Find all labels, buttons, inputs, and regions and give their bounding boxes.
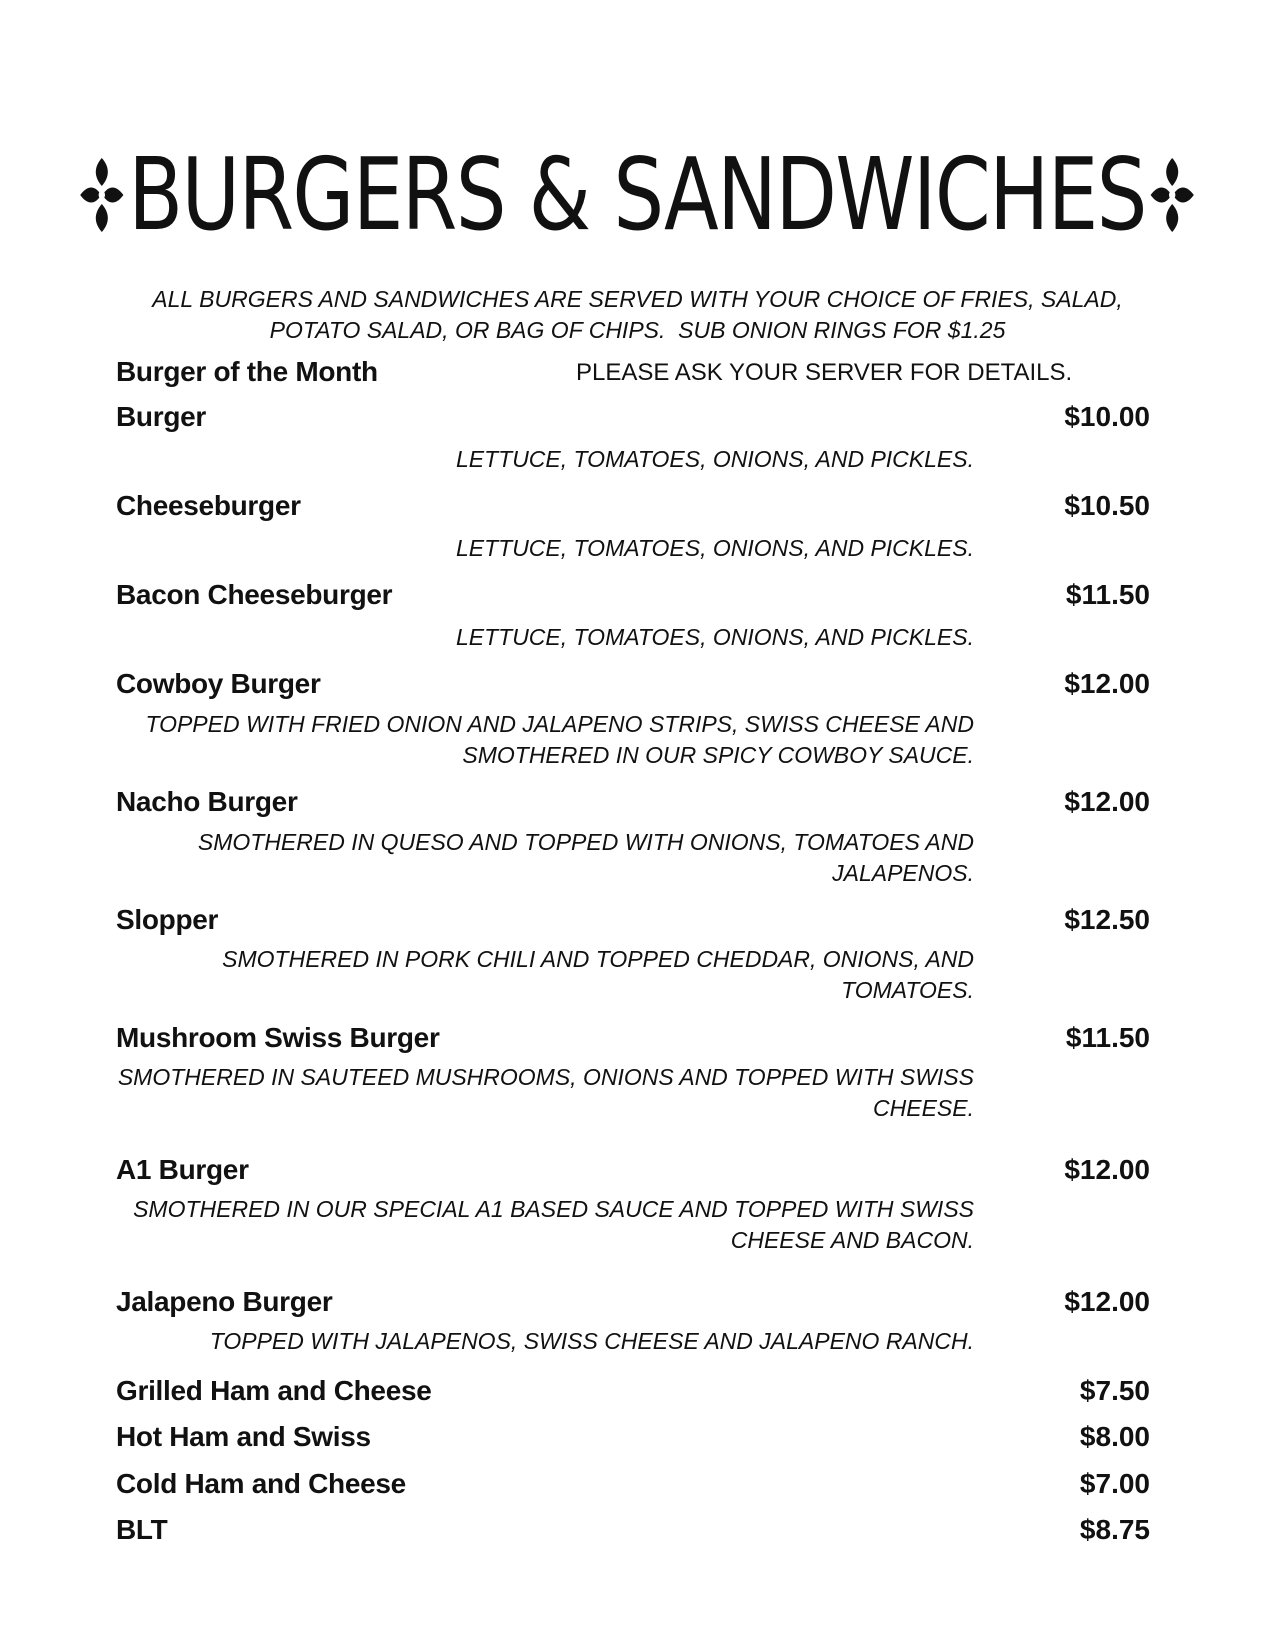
item-name: Mushroom Swiss Burger (116, 1022, 440, 1053)
menu-item (116, 784, 1150, 824)
menu-item (116, 1512, 1150, 1552)
item-price: $10.00 (1064, 401, 1150, 432)
item-price: $12.00 (1064, 1154, 1150, 1185)
page-title: BURGERS & SANDWICHES (128, 136, 1147, 253)
intro-line: ALL BURGERS AND SANDWICHES ARE SERVED WITH YOUR CHOICE OF FRIES, SALAD, (152, 286, 1123, 312)
item-name: Burger (116, 401, 206, 432)
description-line: SMOTHERED IN QUESO AND TOPPED WITH ONIONS, TOMATOES AND (197, 829, 974, 855)
description-line: TOPPED WITH FRIED ONION AND JALAPENO STRIPS, SWISS CHEESE AND (145, 711, 974, 737)
menu-item (116, 1373, 1150, 1413)
description-line: TOMATOES. (841, 977, 974, 1003)
item-price: $10.50 (1064, 490, 1150, 521)
item-name: Jalapeno Burger (116, 1286, 333, 1317)
item-description (222, 944, 974, 1006)
item-price: $8.75 (1079, 1514, 1150, 1545)
item-name: BLT (116, 1514, 168, 1545)
menu-item (116, 1419, 1150, 1459)
item-name: Nacho Burger (116, 786, 298, 817)
menu-item (116, 399, 1150, 439)
four-petal-ornament-icon (1148, 154, 1198, 236)
item-description (118, 1062, 974, 1124)
item-price: $7.00 (1079, 1468, 1150, 1499)
description-line: SMOTHERED IN OUR SPICY COWBOY SAUCE. (462, 742, 974, 768)
item-name: Burger of the Month (116, 356, 378, 387)
description-line: SMOTHERED IN PORK CHILI AND TOPPED CHEDDAR, ONIONS, AND (222, 946, 974, 972)
description-line: SMOTHERED IN SAUTEED MUSHROOMS, ONIONS AND TOPPED WITH SWISS (117, 1064, 974, 1090)
item-price: $8.00 (1079, 1421, 1150, 1452)
item-description (456, 444, 974, 475)
description-line: SMOTHERED IN OUR SPECIAL A1 BASED SAUCE AND TOPPED WITH SWISS (133, 1196, 974, 1222)
menu-item (116, 354, 1150, 394)
item-name: Cheeseburger (116, 490, 301, 521)
item-price: $11.50 (1065, 579, 1150, 610)
item-note: PLEASE ASK YOUR SERVER FOR DETAILS. (576, 359, 1073, 386)
description-line: TOPPED WITH JALAPENOS, SWISS CHEESE AND JALAPENO RANCH. (209, 1328, 974, 1354)
item-name: Grilled Ham and Cheese (116, 1375, 432, 1406)
menu-item (116, 1152, 1150, 1192)
page-title-wrapper (76, 136, 1199, 253)
item-price: $12.00 (1064, 668, 1150, 699)
item-description (133, 1194, 974, 1256)
item-price: $12.00 (1064, 1286, 1150, 1317)
item-price: $11.50 (1065, 1022, 1150, 1053)
item-price: $12.50 (1064, 904, 1150, 935)
intro-text (0, 284, 1275, 346)
description-line: CHEESE AND BACON. (730, 1227, 974, 1253)
item-name: Slopper (116, 904, 219, 935)
item-name: Cold Ham and Cheese (116, 1468, 406, 1499)
description-line: JALAPENOS. (832, 860, 974, 886)
item-description (456, 622, 974, 653)
item-description (456, 533, 974, 564)
menu-item (116, 1466, 1150, 1506)
item-name: Bacon Cheeseburger (116, 579, 393, 610)
item-name: A1 Burger (116, 1154, 249, 1185)
description-line: CHEESE. (873, 1095, 974, 1121)
item-price: $12.00 (1064, 786, 1150, 817)
menu-item (116, 488, 1150, 528)
menu-header (0, 136, 1275, 253)
description-line: LETTUCE, TOMATOES, ONIONS, AND PICKLES. (455, 446, 974, 472)
menu-item (116, 902, 1150, 942)
menu-item (116, 577, 1150, 617)
item-description (210, 1326, 974, 1357)
description-line: LETTUCE, TOMATOES, ONIONS, AND PICKLES. (455, 624, 974, 650)
item-description (198, 827, 974, 889)
menu-item (116, 1020, 1150, 1060)
item-name: Cowboy Burger (116, 668, 321, 699)
description-line: LETTUCE, TOMATOES, ONIONS, AND PICKLES. (455, 535, 974, 561)
intro-line: POTATO SALAD, OR BAG OF CHIPS. SUB ONION RINGS FOR $1.25 (269, 317, 1006, 343)
item-price: $7.50 (1079, 1375, 1150, 1406)
item-description (145, 709, 974, 771)
four-petal-ornament-icon (77, 154, 127, 236)
menu-item (116, 1284, 1150, 1324)
item-name: Hot Ham and Swiss (116, 1421, 371, 1452)
menu-item (116, 666, 1150, 706)
